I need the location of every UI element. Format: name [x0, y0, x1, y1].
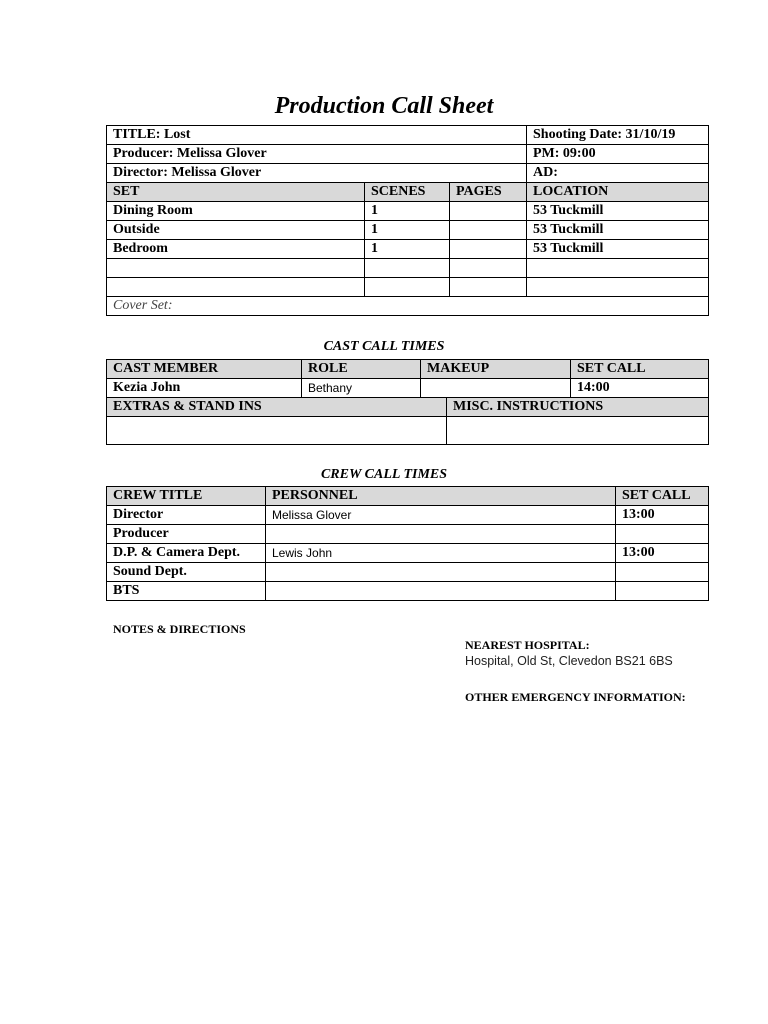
- pm-time: PM: 09:00: [527, 145, 709, 164]
- extras-stand-ins-value: [107, 417, 447, 445]
- set-pages: [450, 259, 527, 278]
- extras-stand-ins-label: EXTRAS & STAND INS: [107, 398, 447, 417]
- set-scenes: 1: [365, 221, 450, 240]
- crew-set-call: [616, 582, 709, 601]
- col-role: ROLE: [302, 360, 421, 379]
- set-name: Bedroom: [107, 240, 365, 259]
- cover-set: Cover Set:: [107, 297, 709, 316]
- notes-directions-label: NOTES & DIRECTIONS: [113, 622, 246, 636]
- production-info-table: [106, 125, 709, 316]
- col-set: SET: [107, 183, 365, 202]
- crew-title: Producer: [107, 525, 266, 544]
- cast-role: Bethany: [302, 379, 421, 398]
- crew-table: [106, 486, 709, 601]
- crew-set-call: [616, 525, 709, 544]
- set-location: [527, 278, 709, 297]
- crew-personnel: Melissa Glover: [266, 506, 616, 525]
- crew-set-call: [616, 563, 709, 582]
- set-pages: [450, 278, 527, 297]
- misc-instructions-value: [447, 417, 709, 445]
- crew-title: Director: [107, 506, 266, 525]
- set-location: 53 Tuckmill: [527, 221, 709, 240]
- set-name: Dining Room: [107, 202, 365, 221]
- crew-title: D.P. & Camera Dept.: [107, 544, 266, 563]
- col-makeup: MAKEUP: [421, 360, 571, 379]
- set-scenes: 1: [365, 240, 450, 259]
- col-crew-set-call: SET CALL: [616, 487, 709, 506]
- page-title: Production Call Sheet: [274, 93, 494, 119]
- cast-set-call: 14:00: [571, 379, 709, 398]
- col-pages: PAGES: [450, 183, 527, 202]
- crew-row: [107, 563, 709, 582]
- set-scenes: [365, 278, 450, 297]
- crew-title: BTS: [107, 582, 266, 601]
- col-scenes: SCENES: [365, 183, 450, 202]
- producer: Producer: Melissa Glover: [107, 145, 527, 164]
- set-pages: [450, 202, 527, 221]
- crew-personnel: [266, 582, 616, 601]
- set-scenes: [365, 259, 450, 278]
- crew-personnel: [266, 525, 616, 544]
- col-cast-member: CAST MEMBER: [107, 360, 302, 379]
- col-crew-title: CREW TITLE: [107, 487, 266, 506]
- set-pages: [450, 240, 527, 259]
- cast-call-times-heading: CAST CALL TIMES: [323, 339, 445, 354]
- set-row: [107, 202, 709, 221]
- crew-row: [107, 525, 709, 544]
- director: Director: Melissa Glover: [107, 164, 527, 183]
- set-location: [527, 259, 709, 278]
- cast-makeup: [421, 379, 571, 398]
- set-row: [107, 259, 709, 278]
- shooting-date: Shooting Date: 31/10/19: [527, 126, 709, 145]
- crew-title: Sound Dept.: [107, 563, 266, 582]
- cast-member-name: Kezia John: [107, 379, 302, 398]
- set-scenes: 1: [365, 202, 450, 221]
- crew-set-call: 13:00: [616, 544, 709, 563]
- assistant-director: AD:: [527, 164, 709, 183]
- hospital-address: Hospital, Old St, Clevedon BS21 6BS: [465, 654, 673, 668]
- cast-row: [107, 379, 709, 398]
- production-title: TITLE: Lost: [107, 126, 527, 145]
- crew-row: [107, 506, 709, 525]
- nearest-hospital-label: NEAREST HOSPITAL:: [465, 638, 590, 652]
- set-location: 53 Tuckmill: [527, 202, 709, 221]
- crew-personnel: Lewis John: [266, 544, 616, 563]
- set-row: [107, 221, 709, 240]
- set-name: [107, 278, 365, 297]
- crew-personnel: [266, 563, 616, 582]
- set-row: [107, 278, 709, 297]
- misc-instructions-label: MISC. INSTRUCTIONS: [447, 398, 709, 417]
- crew-row: [107, 544, 709, 563]
- col-personnel: PERSONNEL: [266, 487, 616, 506]
- crew-call-times-heading: CREW CALL TIMES: [320, 467, 448, 482]
- set-name: Outside: [107, 221, 365, 240]
- cast-table: [106, 359, 709, 445]
- crew-row: [107, 582, 709, 601]
- col-set-call: SET CALL: [571, 360, 709, 379]
- set-pages: [450, 221, 527, 240]
- emergency-info-label: OTHER EMERGENCY INFORMATION:: [465, 690, 686, 704]
- col-location: LOCATION: [527, 183, 709, 202]
- set-location: 53 Tuckmill: [527, 240, 709, 259]
- set-name: [107, 259, 365, 278]
- set-row: [107, 240, 709, 259]
- crew-set-call: 13:00: [616, 506, 709, 525]
